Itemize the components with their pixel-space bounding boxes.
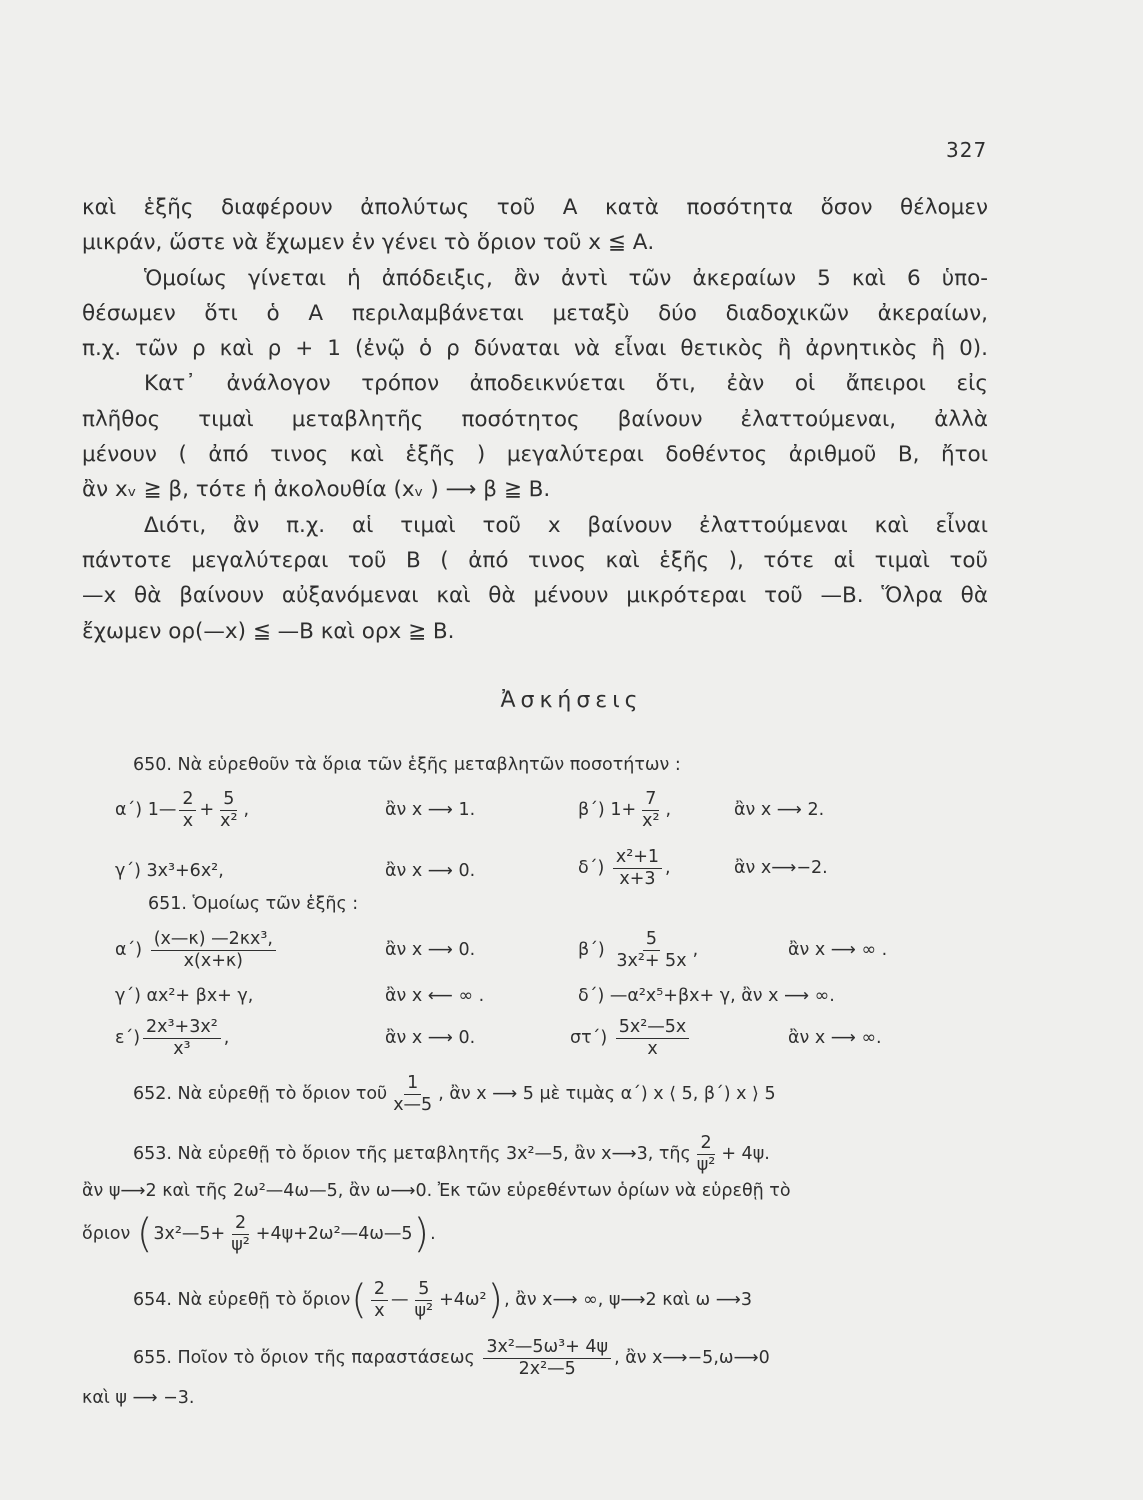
exercise-650-intro: 650. Νὰ εὑρεθοῦν τὰ ὅρια τῶν ἑξῆς μεταβλητῶν ποσοτήτων :: [133, 755, 681, 775]
denominator: x+3: [619, 868, 656, 889]
numerator: 5: [220, 789, 237, 810]
left-paren: (: [136, 1211, 153, 1257]
condition: ἂν x ⟶ 2.: [734, 800, 825, 820]
numerator: 2: [179, 789, 196, 810]
text-line: Διότι, ἂν π.χ. αἱ τιμαὶ τοῦ x βαίνουν ἐλαττούμεναι καὶ εἶναι: [144, 512, 988, 538]
numerator: 2: [371, 1279, 388, 1300]
item-label: δ΄): [578, 986, 605, 1006]
item-label: ε΄): [115, 1028, 141, 1048]
denominator: ψ²: [231, 1234, 250, 1255]
fraction: [143, 1017, 221, 1058]
text-line: πάντοτε μεγαλύτεραι τοῦ Β ( ἀπό τινος καὶ ἑξῆς ), τότε αἱ τιμαὶ τοῦ: [82, 547, 988, 573]
exercise-655-line2: καὶ ψ ⟶ −3.: [82, 1388, 195, 1408]
text: 653. Νὰ εὑρεθῇ τὸ ὅριον τῆς μεταβλητῆς 3x²—5, ἂν x⟶3, τῆς: [133, 1144, 691, 1164]
denominator: 3x²+ 5x: [616, 950, 687, 971]
right-paren: ): [487, 1277, 504, 1323]
numerator: (x—κ) —2κx³,: [151, 929, 276, 950]
denominator: x²: [642, 810, 660, 831]
text-line: Ὁμοίως γίνεται ἡ ἀπόδειξις, ἂν ἀντὶ τῶν ἀκεραίων 5 καὶ 6 ὑπο-: [144, 265, 988, 291]
numerator: 7: [642, 789, 659, 810]
text-line: πλῆθος τιμαὶ μεταβλητῆς ποσότητος βαίνουν ἐλαττούμεναι, ἀλλὰ: [82, 406, 988, 432]
denominator: x³: [173, 1038, 191, 1059]
exercise-650-a: α΄) 1— $\frac{2}{x}$ + $\frac{5}{\text{x²}}$ ,: [115, 789, 250, 831]
condition: ἂν x ⟶ 1.: [385, 800, 476, 820]
fraction: [483, 1337, 611, 1378]
expr: 1—: [147, 800, 177, 820]
condition: ἂν x ⟶ 0.: [385, 861, 476, 881]
exercise-653-line3: ὅριον ( 3x²—5+ $\frac{2}{\text{ψ²}}$ +4ψ+2ω²—4ω—5 ) .: [82, 1211, 436, 1257]
exercise-655: 655. Ποῖον τὸ ὅριον τῆς παραστάσεως $\frac{\text{3x²—5ω³+ 4ψ}}{\text{2x²—5}}$ , ἂν x⟶−5,ω⟶0: [133, 1337, 770, 1379]
text: ἂν x⟶ ∞, ψ⟶2 καὶ ω ⟶3: [515, 1290, 752, 1310]
condition: ἂν x ⟶ 0.: [385, 1028, 476, 1048]
numerator: 2: [697, 1133, 714, 1154]
denominator: x: [647, 1038, 658, 1059]
fraction: [613, 847, 662, 888]
item-label: α΄): [115, 940, 143, 960]
denominator: 2x²—5: [518, 1358, 576, 1379]
exercise-653: [133, 1126, 770, 1182]
exercise-650-d: δ΄) $\frac{\text{x²+1}}{x+3}$ ,: [578, 847, 671, 889]
text: 652. Νὰ εὑρεθῇ τὸ ὅριον τοῦ: [133, 1084, 388, 1104]
exercise-651-e: ε΄) $\frac{\text{2x³+3x²}}{\text{x³}}$ ,: [115, 1017, 230, 1059]
denominator: x(x+κ): [183, 950, 244, 971]
fraction: [217, 789, 240, 830]
exercise-651-b: β΄) $\frac{5}{\text{3x²+ 5x}}$ ,: [578, 929, 699, 971]
expr: 3x²—5+: [153, 1224, 226, 1244]
exercise-654: 654. Νὰ εὑρεθῇ τὸ ὅριον ( $\frac{2}{x}$ — $\frac{5}{\text{ψ²}}$ +4ω² ) , ἂν x⟶ ∞, ψ⟶2 καὶ ω ⟶3: [133, 1277, 752, 1323]
exercise-652: 652. Νὰ εὑρεθῇ τὸ ὅριον τοῦ $\frac{1}{x—5}$ , ἂν x ⟶ 5 μὲ τιμὰς α΄) x ⟨ 5, β΄) x ⟩ 5: [133, 1073, 776, 1115]
numerator: 5: [643, 929, 660, 950]
item-label: γ΄): [115, 986, 141, 1006]
expr: —α²x⁵+βx+ γ, ἂν x ⟶ ∞.: [609, 986, 835, 1006]
item-label: στ΄): [570, 1028, 608, 1048]
text-line: καὶ ἑξῆς διαφέρουν ἀπολύτως τοῦ Α κατὰ ποσότητα ὅσον θέλομεν: [82, 195, 988, 220]
item-label: β΄): [578, 940, 605, 960]
text-line: μικράν, ὥστε νὰ ἔχωμεν ἐν γένει τὸ ὅριον τοῦ x ≦ Α.: [82, 230, 655, 256]
text: ἂν x⟶−5,ω⟶0: [625, 1348, 770, 1368]
exercises-heading: Ἀσκήσεις: [500, 688, 643, 713]
page-number: 327: [946, 138, 988, 162]
fraction: [151, 929, 276, 970]
fraction: [412, 1279, 437, 1320]
expr: 3x³+6x²,: [146, 861, 224, 881]
text: + 4ψ.: [721, 1144, 770, 1164]
exercise-651-d: [578, 980, 835, 1012]
numerator: 2x³+3x²: [143, 1017, 221, 1038]
condition: ἂν x ⟶ 0.: [385, 940, 476, 960]
exercise-650-b: β΄) 1+ $\frac{7}{\text{x²}}$ ,: [578, 789, 672, 831]
item-label: δ΄): [578, 858, 605, 878]
text-line: Κατ᾽ ἀνάλογον τρόπον ἀποδεικνύεται ὅτι, ἐὰν οἱ ἄπειροι εἰς: [144, 371, 988, 397]
fraction: [390, 1073, 435, 1114]
exercise-651-st: [570, 1010, 692, 1066]
expr: +4ω²: [439, 1290, 487, 1310]
denominator: x: [182, 810, 194, 831]
denominator: x: [374, 1300, 385, 1321]
fraction: [179, 789, 196, 830]
fraction: [616, 1017, 690, 1058]
item-label: γ΄): [115, 861, 141, 881]
fraction: [371, 1279, 388, 1320]
condition: ἂν x ⟶ ∞.: [788, 1028, 882, 1048]
right-paren: ): [413, 1211, 430, 1257]
operator: —: [391, 1290, 409, 1310]
text-line: μένουν ( ἀπό τινος καὶ ἑξῆς ) μεγαλύτεραι δοθέντος ἀριθμοῦ Β, ἤτοι: [82, 442, 988, 468]
numerator: 3x²—5ω³+ 4ψ: [483, 1337, 611, 1358]
text-line: —x θὰ βαίνουν αὐξανόμεναι καὶ θὰ μένουν μικρότεραι τοῦ —Β. Ὅλρα θὰ: [82, 583, 988, 609]
text: ἂν x ⟶ 5 μὲ τιμὰς α΄) x ⟨ 5, β΄) x ⟩ 5: [449, 1084, 776, 1104]
fraction: [613, 929, 689, 970]
text: ὅριον: [82, 1224, 131, 1244]
left-paren: (: [351, 1277, 367, 1323]
expr: +4ψ+2ω²—4ω—5: [255, 1224, 413, 1244]
numerator: 2: [232, 1213, 249, 1234]
numerator: 5x²—5x: [616, 1017, 690, 1038]
text-line: ἂν xᵥ ≧ β, τότε ἡ ἀκολουθία (xᵥ ) ⟶ β ≧ Β.: [82, 477, 551, 503]
fraction: [228, 1213, 253, 1254]
text: 655. Ποῖον τὸ ὅριον τῆς παραστάσεως: [133, 1348, 475, 1368]
text-line: θέσωμεν ὅτι ὁ Α περιλαμβάνεται μεταξὺ δύο διαδοχικῶν ἀκεραίων,: [82, 300, 988, 326]
denominator: ψ²: [696, 1154, 716, 1175]
text-line: π.χ. τῶν ρ καὶ ρ + 1 (ἐνῷ ὁ ρ δύναται νὰ εἶναι θετικὸς ἢ ἀρνητικὸς ἢ 0).: [82, 336, 988, 362]
denominator: ψ²: [414, 1300, 434, 1321]
exercise-651-a: [115, 922, 279, 978]
fraction: [694, 1133, 719, 1174]
numerator: 5: [415, 1279, 432, 1300]
denominator: x—5: [393, 1094, 433, 1115]
exercise-651-intro: 651. Ὁμοίως τῶν ἑξῆς :: [148, 894, 359, 914]
expr: 1+: [610, 800, 637, 820]
expr: αx²+ βx+ γ,: [146, 986, 254, 1006]
main-paragraph: [82, 190, 988, 649]
condition: ἂν x ⟵ ∞ .: [385, 986, 485, 1006]
item-label: α΄): [115, 800, 143, 820]
fraction: [639, 789, 662, 830]
item-label: β΄): [578, 800, 605, 820]
numerator: x²+1: [613, 847, 662, 868]
text-line: ἔχωμεν ορ(—x) ≦ —Β καὶ ορx ≧ Β.: [82, 618, 455, 644]
numerator: 1: [404, 1073, 421, 1094]
condition: ἂν x⟶−2.: [734, 858, 828, 878]
exercise-650-g: [115, 846, 224, 896]
denominator: x²: [220, 810, 238, 831]
text: 654. Νὰ εὑρεθῇ τὸ ὅριον: [133, 1290, 351, 1310]
exercise-653-line2: ἂν ψ⟶2 καὶ τῆς 2ω²—4ω—5, ἂν ω⟶0. Ἐκ τῶν εὑρεθέντων ὁρίων νὰ εὑρεθῇ τὸ: [82, 1181, 791, 1201]
operator: +: [199, 800, 215, 820]
exercise-651-g: [115, 980, 253, 1012]
condition: ἂν x ⟶ ∞ .: [788, 940, 888, 960]
